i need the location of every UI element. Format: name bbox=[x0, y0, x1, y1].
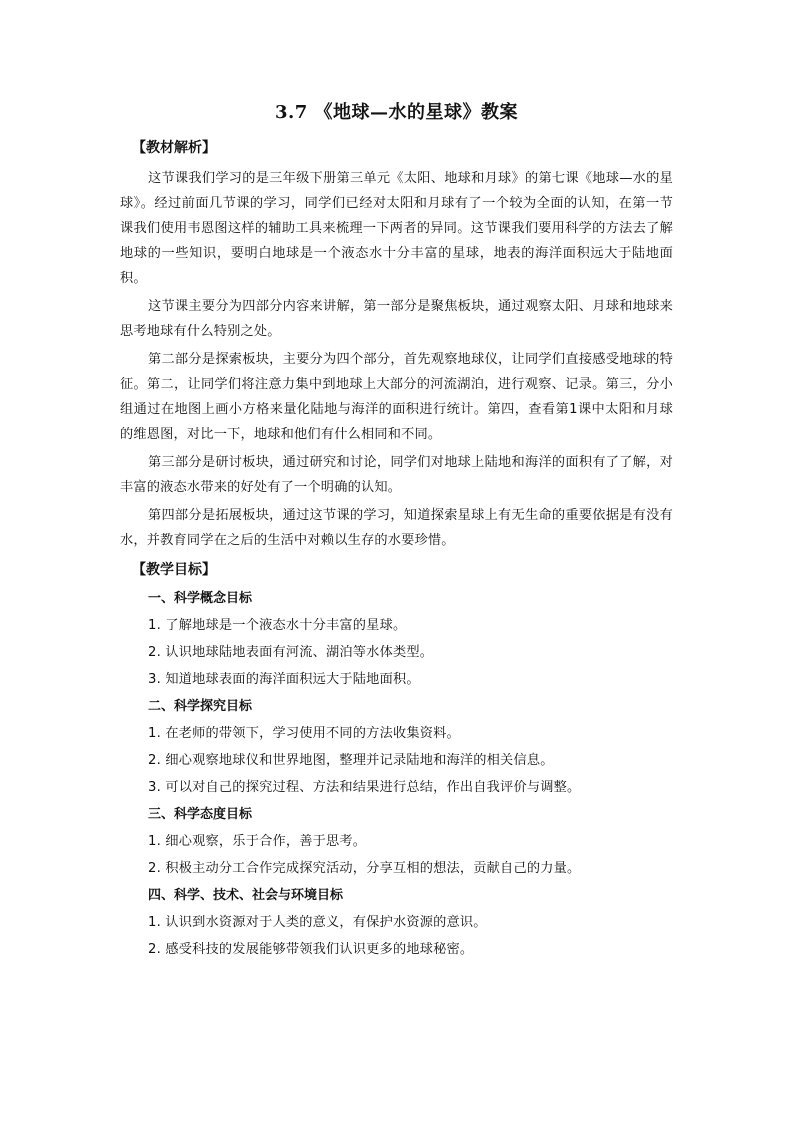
paragraph: 这节课我们学习的是三年级下册第三单元《太阳、地球和月球》的第七课《地球—水的星球》。经过前面几节课的学习，同学们已经对太阳和月球有了一个较为全面的认知，在第一节课我们使用韦恩图这样的辅助工具来梳理一下两者的异同。这节课我们要用科学的方法去了解地球的一些知识，要明白地球是一个液态水十分丰富的星球，地表的海洋面积远大于陆地面积。 bbox=[120, 171, 673, 286]
objective-item: 2. 认识地球陆地表面有河流、湖泊等水体类型。 bbox=[148, 645, 434, 660]
section-heading-material-analysis: 【教材解析】 bbox=[132, 140, 216, 156]
document-title: 3.7 《地球—水的星球》教案 bbox=[274, 102, 519, 123]
objective-item: 2. 细心观察地球仪和世界地图，整理并记录陆地和海洋的相关信息。 bbox=[148, 753, 554, 768]
objective-item: 1. 细心观察，乐于合作，善于思考。 bbox=[148, 834, 367, 849]
objective-item: 2. 积极主动分工合作完成探究活动，分享互相的想法，贡献自己的力量。 bbox=[148, 861, 581, 876]
paragraph: 第二部分是探索板块，主要分为四个部分，首先观察地球仪，让同学们直接感受地球的特征。第二，让同学们将注意力集中到地球上大部分的河流湖泊，进行观察、记录。第三，分小组通过在地图上画小方格来量化陆地与海洋的面积进行统计。第四，查看第1课中太阳和月球的维恩图，对比一下，地球和他们有什么相同和不同。 bbox=[120, 352, 673, 442]
section-heading-teaching-objectives: 【教学目标】 bbox=[132, 562, 216, 578]
objective-item: 1. 认识到水资源对于人类的意义，有保护水资源的意识。 bbox=[148, 915, 487, 930]
paragraph: 第三部分是研讨板块，通过研究和讨论，同学们对地球上陆地和海洋的面积有了了解，对丰富的液态水带来的好处有了一个明确的认知。 bbox=[120, 455, 673, 495]
paragraph: 第四部分是拓展板块，通过这节课的学习，知道探索星球上有无生命的重要依据是有没有水，并教育同学在之后的生活中对赖以生存的水要珍惜。 bbox=[120, 508, 673, 548]
objective-item: 3. 知道地球表面的海洋面积远大于陆地面积。 bbox=[148, 672, 420, 687]
objective-group-title: 二、科学探究目标 bbox=[148, 699, 253, 714]
objective-group-title: 一、科学概念目标 bbox=[148, 591, 253, 606]
objective-item: 1. 了解地球是一个液态水十分丰富的星球。 bbox=[148, 618, 407, 633]
objective-group-title: 三、科学态度目标 bbox=[148, 807, 253, 822]
objective-item: 3. 可以对自己的探究过程、方法和结果进行总结，作出自我评价与调整。 bbox=[148, 780, 581, 795]
objective-item: 2. 感受科技的发展能够带领我们认识更多的地球秘密。 bbox=[148, 942, 474, 957]
document-page bbox=[120, 98, 673, 966]
objective-group-title: 四、科学、技术、社会与环境目标 bbox=[148, 888, 344, 903]
paragraph: 这节课主要分为四部分内容来讲解，第一部分是聚焦板块，通过观察太阳、月球和地球来思考地球有什么特别之处。 bbox=[120, 299, 673, 339]
objective-item: 1. 在老师的带领下，学习使用不同的方法收集资料。 bbox=[148, 726, 460, 741]
